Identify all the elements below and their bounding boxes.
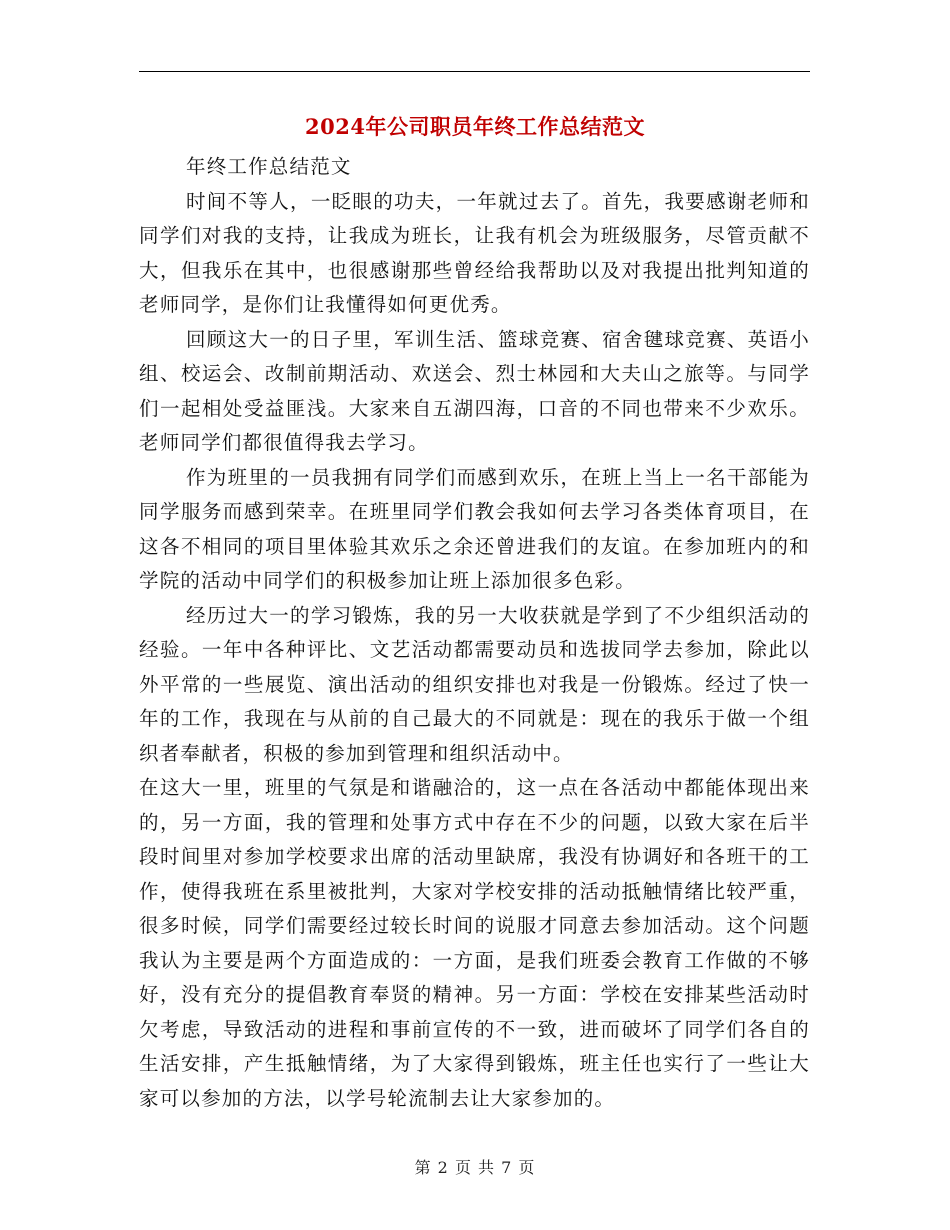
document-title: 2024年公司职员年终工作总结范文 [305,114,645,139]
paragraph: 在这大一里，班里的气氛是和谐融洽的，这一点在各活动中都能体现出来的，另一方面，我的管理和处事方式中存在不少的问题，以致大家在后半段时间里对参加学校要求出席的活动里缺席，我没有协调好和各班干的工作，使得我班在系里被批判，大家对学校安排的活动抵触情绪比较严重，很多时候，同学们需要经过较长时间的说服才同意去参加活动。这个问题我认为主要是两个方面造成的：一方面，是我们班委会教育工作做的不够好，没有充分的提倡教育奉贤的精神。另一方面：学校在安排某些活动时欠考虑，导致活动的进程和事前宣传的不一致，进而破坏了同学们各自的生活安排，产生抵触情绪，为了大家得到锻炼，班主任也实行了一些让大家可以参加的方法，以学号轮流制去让大家参加的。 [139,776,810,1110]
document-subtitle: 年终工作总结范文 [186,155,352,178]
paragraph: 经历过大一的学习锻炼，我的另一大收获就是学到了不少组织活动的经验。一年中各种评比、文艺活动都需要动员和选拔同学去参加，除此以外平常的一些展览、演出活动的组织安排也对我是一份锻炼。经过了快一年的工作，我现在与从前的自己最大的不同就是：现在的我乐于做一个组织者奉献者，积极的参加到管理和组织活动中。 [139,603,810,765]
paragraph: 回顾这大一的日子里，军训生活、篮球竞赛、宿舍毽球竞赛、英语小组、校运会、改制前期活动、欢送会、烈士林园和大夫山之旅等。与同学们一起相处受益匪浅。大家来自五湖四海，口音的不同也带来不少欢乐。老师同学们都很值得我去学习。 [139,327,810,454]
paragraph: 时间不等人，一眨眼的功夫，一年就过去了。首先，我要感谢老师和同学们对我的支持，让我成为班长，让我有机会为班级服务，尽管贡献不大，但我乐在其中，也很感谢那些曾经给我帮助以及对我提出批判知道的老师同学，是你们让我懂得如何更优秀。 [139,189,810,316]
header-rule [139,71,810,72]
paragraph: 作为班里的一员我拥有同学们而感到欢乐，在班上当上一名干部能为同学服务而感到荣幸。在班里同学们教会我如何去学习各类体育项目，在这各不相同的项目里体验其欢乐之余还曾进我们的友谊。在参加班内的和学院的活动中同学们的积极参加让班上添加很多色彩。 [139,465,810,592]
page-number: 第 2 页 共 7 页 [414,1158,536,1177]
document-body [139,150,810,1116]
